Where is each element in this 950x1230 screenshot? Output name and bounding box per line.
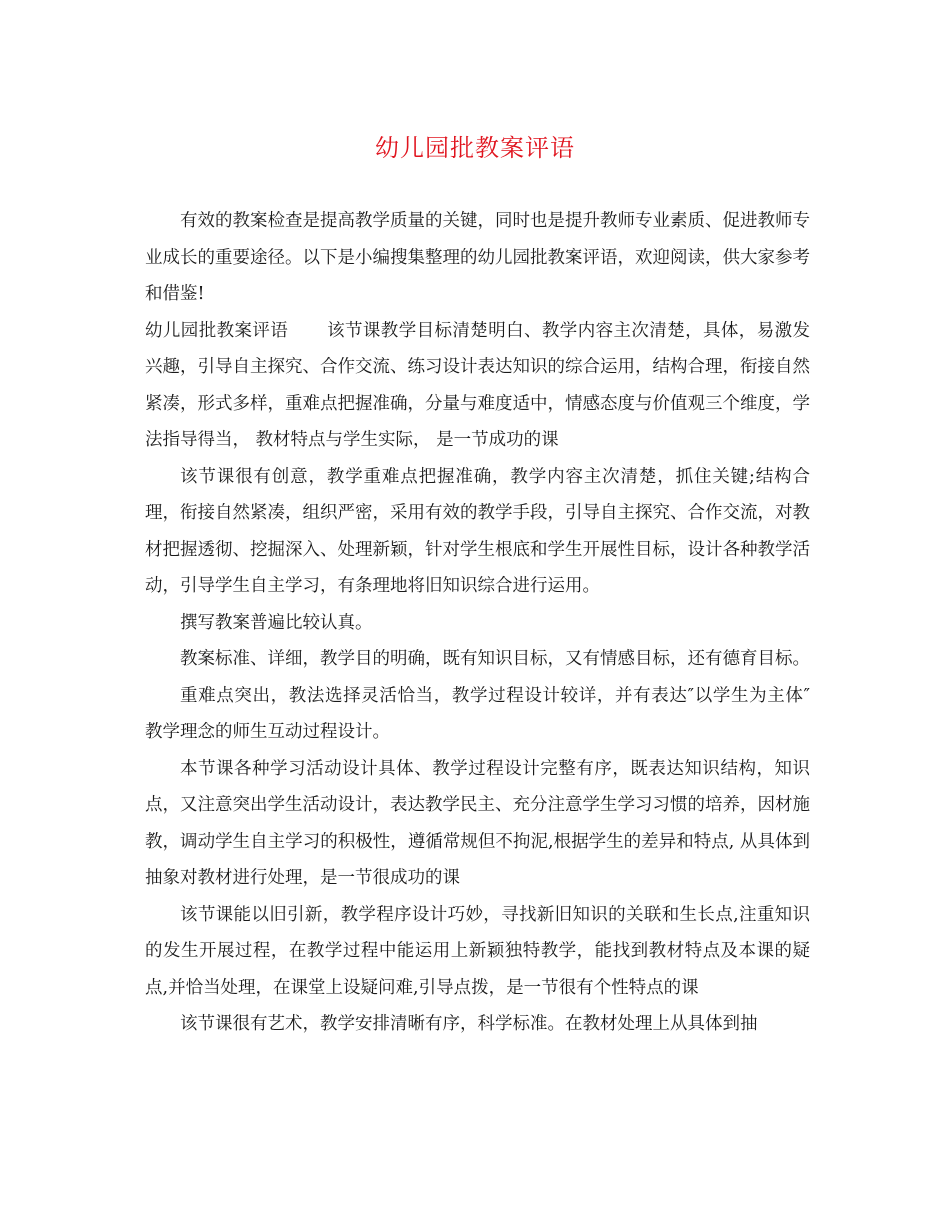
body-paragraph-1: 该节课很有创意，教学重难点把握准确，教学内容主次清楚，抓住关键;结构合理，衔接自然紧凑，组织严密，采用有效的教学手段，引导自主探究、合作交流，对教材把握透彻、挖掘深入、处理新颖，针对学生根底和学生开展性目标，设计各种教学活动，引导学生自主学习，有条理地将旧知识综合进行运用。 [145, 466, 810, 596]
body-paragraph-7: 该节课很有艺术，教学安排清晰有序，科学标准。在教材处理上从具体到抽 [180, 1014, 758, 1034]
body-paragraph-3: 教案标准、详细，教学目的明确，既有知识目标，又有情感目标，还有德育目标。 [180, 649, 810, 669]
section-label: 幼儿园批教案评语 [145, 320, 289, 341]
body-paragraph-5: 本节课各种学习活动设计具体、教学过程设计完整有序，既表达知识结构，知识点，又注意突出学生活动设计，表达教学民主、充分注意学生学习习惯的培养，因材施教，调动学生自主学习的积极性，遵循常规但不拘泥,根据学生的差异和特点, 从具体到抽象对教材进行处理，是一节很成功的课 [145, 758, 810, 888]
section-paragraph [145, 313, 810, 459]
section-first-text: 该节课教学目标清楚明白、教学内容主次清楚，具体，易激发兴趣，引导自主探究、合作交流、练习设计表达知识的综合运用，结构合理，衔接自然紧凑，形式多样，重难点把握准确，分量与难度适中，情感态度与价值观三个维度，学法指导得当， 教材特点与学生实际， 是一节成功的课 [145, 320, 811, 450]
body-paragraph-2: 撰写教案普遍比较认真。 [180, 612, 373, 633]
document-body [145, 203, 810, 1043]
intro-paragraph: 有效的教案检查是提高教学质量的关键，同时也是提升教师专业素质、促进教师专业成长的重要途径。以下是小编搜集整理的幼儿园批教案评语，欢迎阅读，供大家参考和借鉴! [145, 211, 810, 304]
body-paragraph-4: 重难点突出，教法选择灵活恰当，教学过程设计较详，并有表达″以学生为主体″ 教学理念的师生互动过程设计。 [145, 685, 810, 742]
page-title: 幼儿园批教案评语 [375, 134, 575, 162]
body-paragraph-6: 该节课能以旧引新，教学程序设计巧妙，寻找新旧知识的关联和生长点,注重知识的发生开展过程，在教学过程中能运用上新颖独特教学，能找到教材特点及本课的疑点,并恰当处理，在课堂上设疑问难,引导点拨，是一节很有个性特点的课 [145, 904, 810, 998]
